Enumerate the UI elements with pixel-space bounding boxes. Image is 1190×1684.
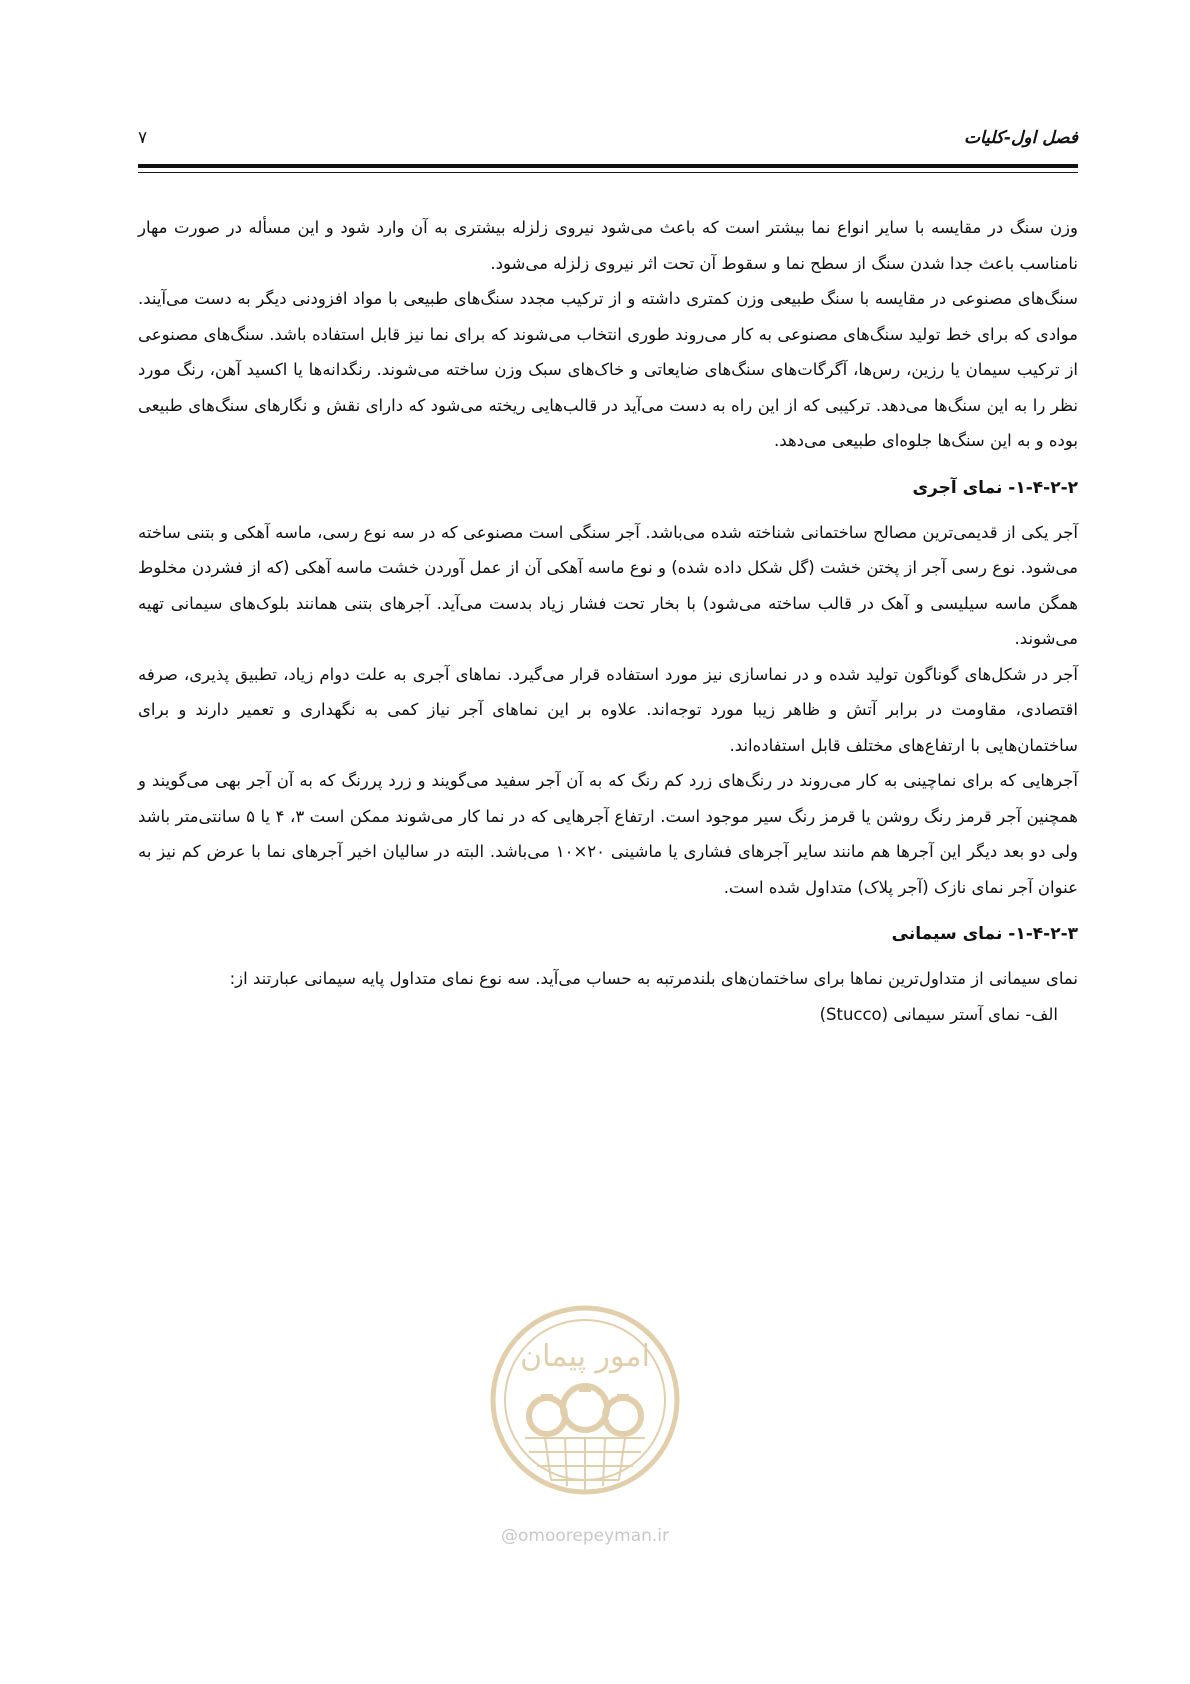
- section-heading: ۱-۴-۲-۳- نمای سیمانی: [891, 924, 1078, 944]
- page-number: ۷: [138, 128, 148, 148]
- watermark-emblem-icon: [485, 1288, 685, 1556]
- paragraph: آجرهایی که برای نماچینی به کار می‌روند در رنگ‌های زرد کم رنگ که به آن آجر سفید می‌گویند و زرد پررنگ که به آن آجر بهی می‌گویند و همچنین آجر قرمز رنگ روشن یا قرمز رنگ سیر موجود است. ارتفاع آجرهایی که در نما کار می‌شوند ممکن است ۳، ۴ یا ۵ سانتی‌متر باشد ولی دو بعد دیگر این آجرها هم مانند سایر آجرهای فشاری یا ماشینی ۲۰×۱۰ می‌باشد. البته در سالیان اخیر آجرهای نما با عرض کم نیز به عنوان آجر نمای نازک (آجر پلاک) متداول شده است.: [138, 771, 1079, 897]
- paragraph: آجر یکی از قدیمی‌ترین مصالح ساختمانی شناخته شده می‌باشد. آجر سنگی است مصنوعی که در سه نوع رسی، ماسه آهکی و بتنی ساخته می‌شود. نوع رسی آجر از پختن خشت (گل شکل داده شده) و نوع ماسه آهکی آن از عمل آوردن خشت ماسه آهکی (که از فشردن مخلوط همگن ماسه سیلیسی و آهک در قالب ساخته می‌شود) با بخار تحت فشار زیاد بدست می‌آید. آجرهای بتنی همانند بلوک‌های سیمانی تهیه می‌شوند.: [138, 522, 1078, 648]
- paragraph: وزن سنگ در مقایسه با سایر انواع نما بیشتر است که باعث می‌شود نیروی زلزله بیشتری به آن وارد شود و این مسأله در صورت مهار نامناسب باعث جدا شدن سنگ از سطح نما و سقوط آن تحت اثر نیروی زلزله می‌شود.: [138, 218, 1078, 273]
- list-item: الف- نمای آستر سیمانی (Stucco): [819, 1004, 1058, 1024]
- watermark-site: [465, 1526, 705, 1546]
- document-body: [138, 210, 1078, 1032]
- paragraph: نمای سیمانی از متداول‌ترین نماها برای ساختمان‌های بلندمرتبه به حساب می‌آید. سه نوع نمای متداول پایه سیمانی عبارتند از:: [229, 969, 1078, 988]
- header-rule-thin: [138, 172, 1078, 173]
- watermark-logo: [485, 1288, 685, 1556]
- page-header: [138, 122, 1078, 174]
- chapter-title: فصل اول-کلیات: [963, 128, 1078, 148]
- section-heading: ۱-۴-۲-۲- نمای آجری: [912, 477, 1078, 498]
- watermark-site-text: omoorepeyman.ir: [517, 1526, 670, 1546]
- paragraph: سنگ‌های مصنوعی در مقایسه با سنگ طبیعی وزن کمتری داشته و از ترکیب مجدد سنگ‌های طبیعی با مواد افزودنی دیگر به دست می‌آیند. موادی که برای خط تولید سنگ‌های مصنوعی به کار می‌روند طوری انتخاب می‌شوند که برای نما نیز قابل استفاده باشد. سنگ‌های مصنوعی از ترکیب سیمان یا رزین، رس‌ها، آگرگات‌های سنگ‌های ضایعاتی و خاک‌های سبک وزن ساخته می‌شوند. رنگدانه‌ها یا اکسید آهن، رنگ مورد نظر را به این سنگ‌ها می‌دهد. ترکیبی که از این راه به دست می‌آید در قالب‌هایی ریخته می‌شود که دارای نقش و نگارهای سنگ‌های طبیعی بوده و به این سنگ‌ها جلوه‌ای طبیعی می‌دهد.: [138, 289, 1078, 450]
- watermark-logo-text: امور پیمان: [520, 1339, 650, 1374]
- header-rule-thick: [138, 164, 1078, 168]
- paragraph: آجر در شکل‌های گوناگون تولید شده و در نماسازی نیز مورد استفاده قرار می‌گیرد. نماهای آجری به علت دوام زیاد، تطبیق پذیری، صرفه اقتصادی، مقاومت در برابر آتش و ظاهر زیبا مورد توجه‌اند. علاوه بر این نماهای آجر نیاز کمی به نگهداری و تعمیر دارند و برای ساختمان‌هایی با ارتفاع‌های مختلف قابل استفاده‌اند.: [138, 664, 1078, 755]
- at-icon: @: [500, 1526, 518, 1546]
